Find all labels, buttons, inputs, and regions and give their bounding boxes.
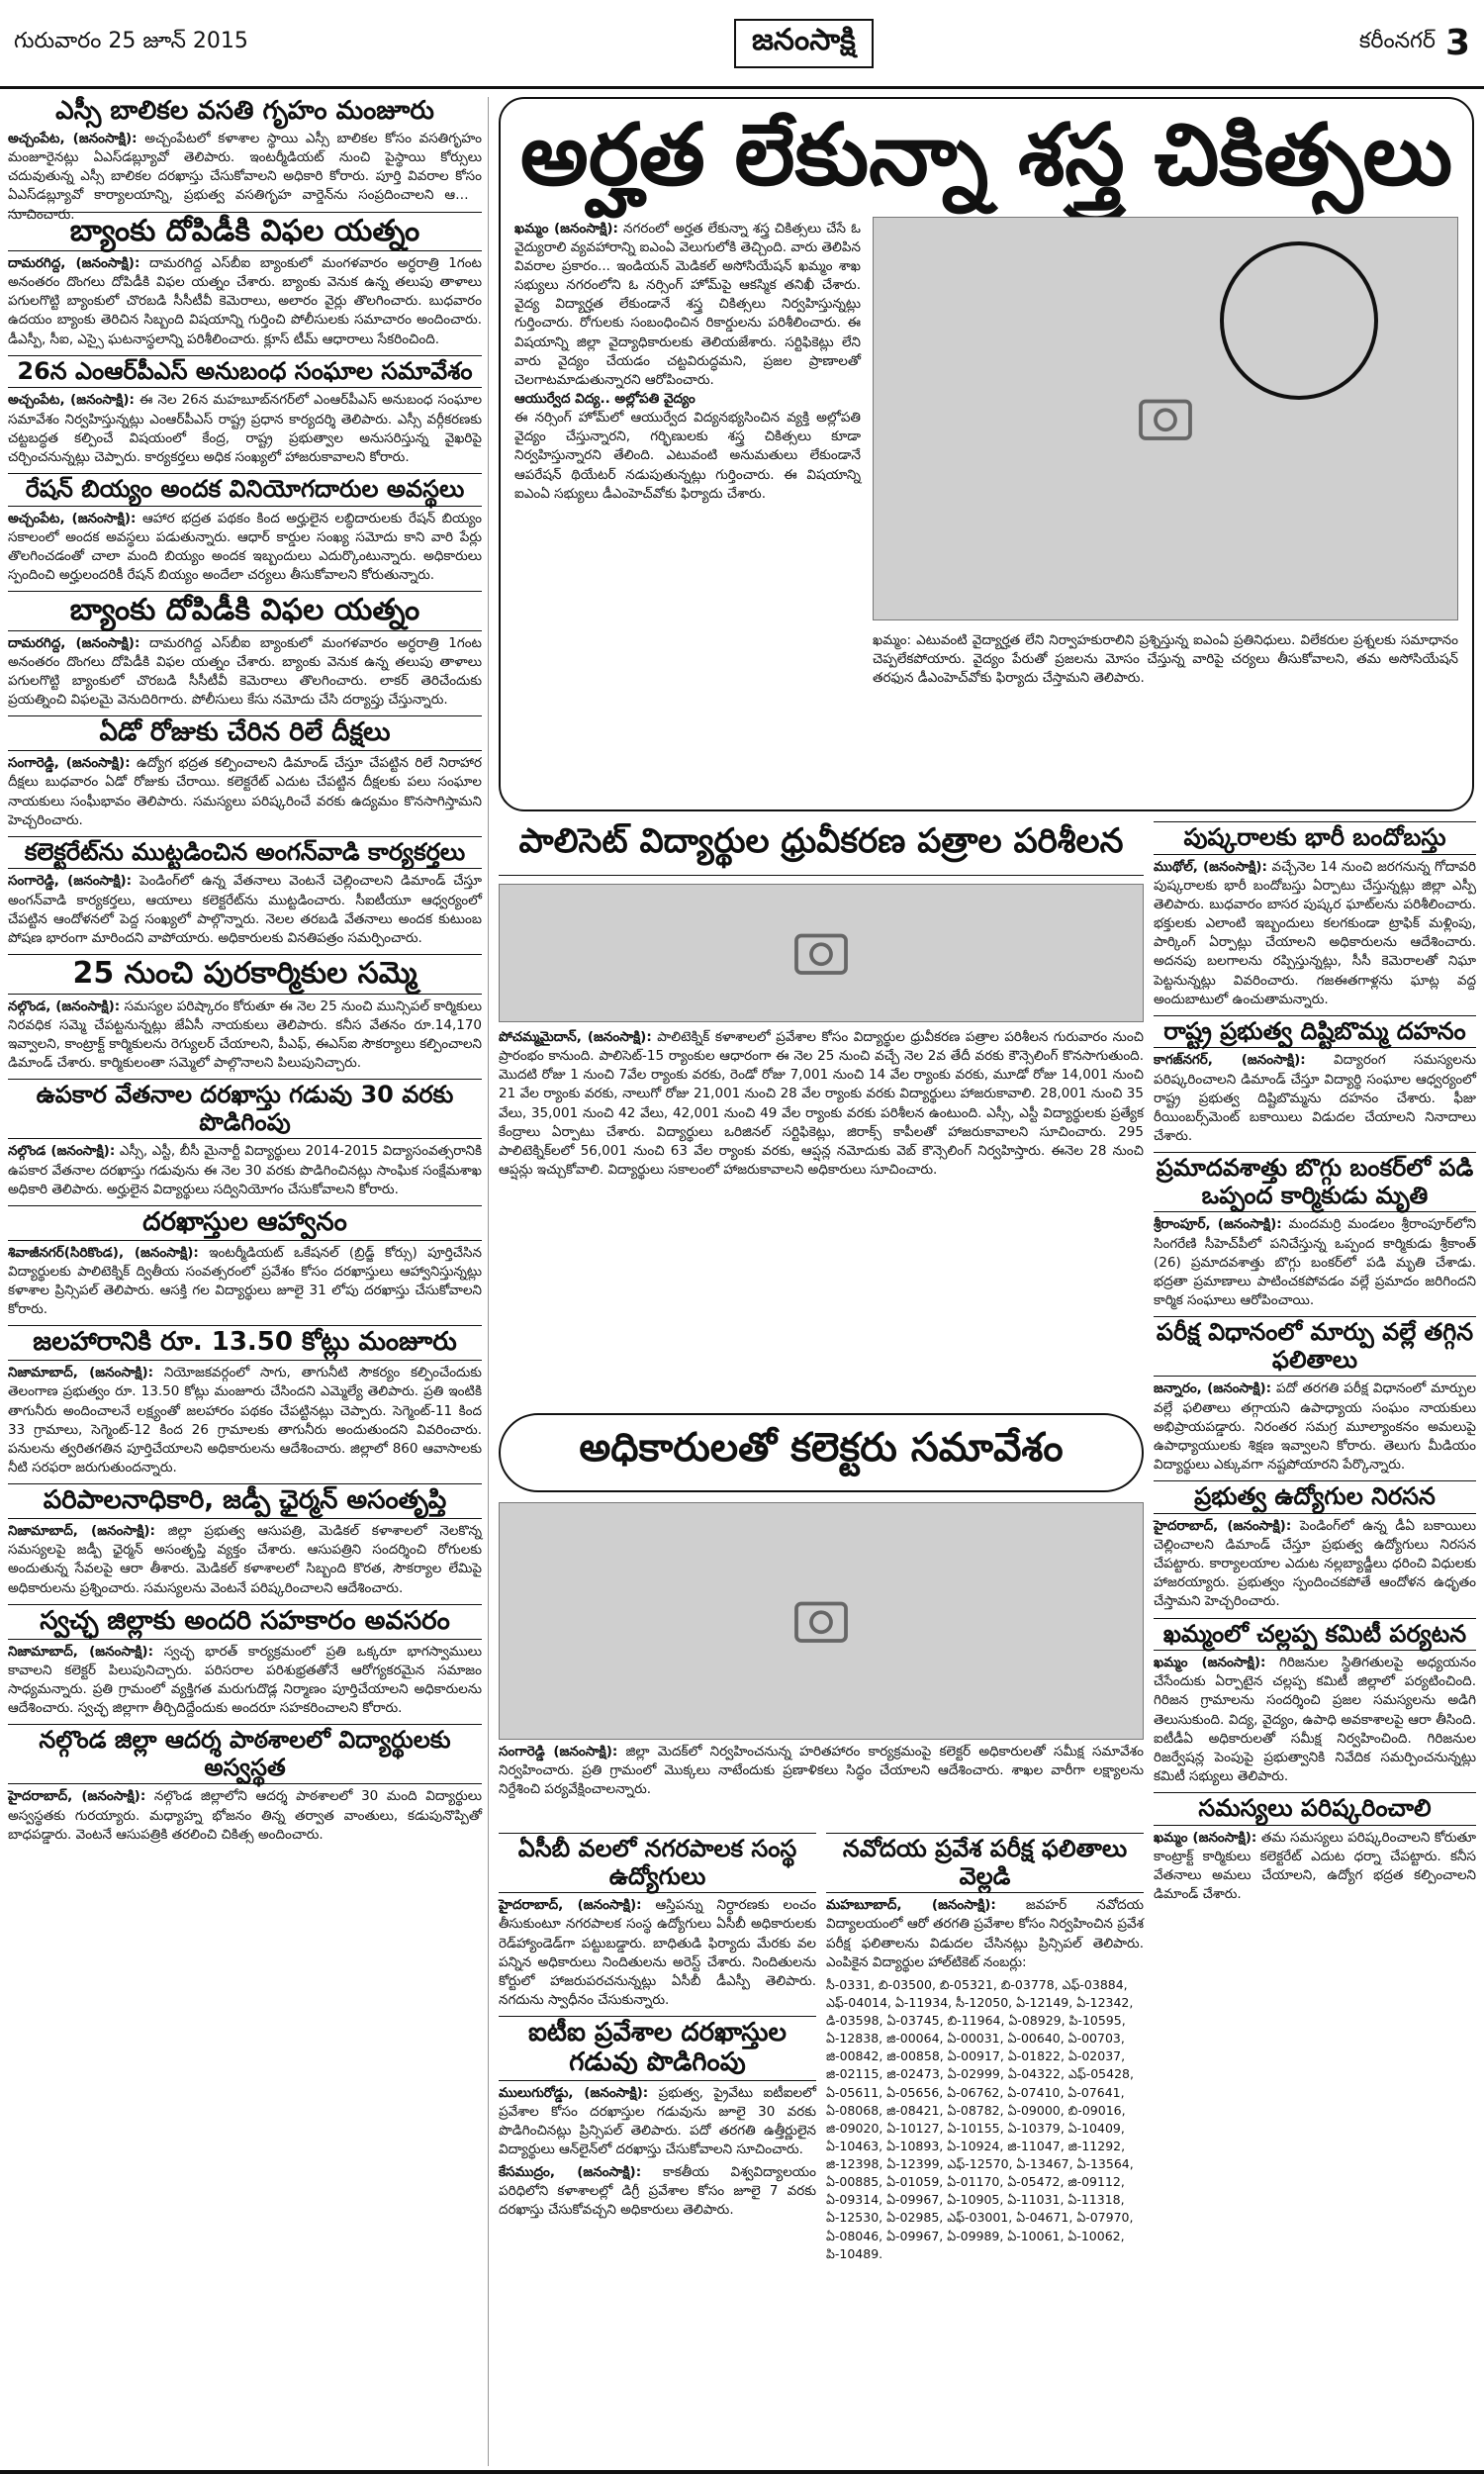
story-dateline: నల్గొండ (జనంసాక్షి): [8,1143,116,1160]
photo-icon [791,923,851,983]
acb-headline: ఏసీబీ వలలో నగరపాలక సంస్థ ఉద్యోగులు [499,1833,816,1893]
story-headline: నల్గొండ జిల్లా ఆదర్శ పాఠశాలలో విద్యార్థులకు అస్వస్థత [8,1724,482,1784]
story-text: దామరగిద్ద ఎస్‌బీఐ బ్యాంకులో మంగళవారం అర్ధరాత్రి 1గంట అనంతరం దొంగలు దోపిడీకి విఫల యత్నం చేశారు. బ్యాంకు వెనుక ఉన్న తలుపు తాళాలు పగులగొట్టి బ్యాంకులో చొరబడి సీసీటీవీ కెమెరాలు తొలగించారు. లాకర్ తెరిచేందుకు ప్రయత్నించి విఫలమై వెనుదిరిగారు. పోలీసులు కేసు నమోదు చేసి దర్యాప్తు చేస్తున్నారు. [8,634,482,709]
polycet-story [499,821,1144,1405]
story-dateline: ముథోల్, (జనంసాక్షి): [1154,858,1267,875]
story-body [8,391,482,467]
iti-text-2: కాకతీయ విశ్వవిద్యాలయం పరిధిలోని కళాశాలల్లో డిగ్రీ ప్రవేశాల కోసం జూలై 7 వరకు దరఖాస్తు చేసుకోవచ్చని అధికారులు తెలిపారు. [499,2163,816,2218]
navodaya-story [826,1833,1144,2263]
navodaya-headline: నవోదయ ప్రవేశ పరీక్ష ఫలితాలు వెల్లడి [826,1833,1144,1893]
polycet-dateline: పోచమ్మమైదాన్, (జనంసాక్షి): [499,1029,652,1045]
iti-text: ప్రభుత్వ, ప్రైవేటు ఐటీఐలలో ప్రవేశాల కోసం దరఖాస్తుల గడువును జూలై 30 వరకు పొడిగించినట్లు ప్రిన్సిపల్ తెలిపారు. పదో తరగతి ఉత్తీర్ణులైన విద్యార్థులు ఆన్‌లైన్‌లో దరఖాస్తు చేసుకోవాలని సూచించారు. [499,2084,816,2158]
navodaya-roll-numbers: సీ-0331, బి-03500, బి-05321, బి-03778, ఎఫ్-03884, ఎఫ్-04014, ఏ-11934, సీ-12050, ఏ-12149, ఏ-12342, డి-03598, ఏ-03745, బి-11964, ఏ-08929, పి-10595, ఏ-12838, జి-00064, ఏ-00031, ఏ-00640, ఏ-00703, జి-00842, జి-00858, ఏ-00917, ఏ-01822, ఏ-02037, జి-02115, జి-02473, ఏ-02999, ఏ-04322, ఎఫ్-05428, ఏ-05611, ఏ-05656, ఏ-06762, ఏ-07410, ఏ-07641, ఏ-08068, జి-08421, ఏ-08782, ఏ-09000, బి-09016, జి-09020, ఏ-10127, ఏ-10155, ఏ-10379, ఏ-10409, ఏ-10463, ఏ-10893, ఏ-10924, జి-11047, జి-11292, జి-12398, ఏ-12399, ఎఫ్-12570, ఏ-13467, ఏ-13564, ఏ-00885, ఏ-01059, ఏ-01170, ఏ-05472, జి-09112, ఏ-09314, ఏ-09967, ఏ-10905, ఏ-11031, ఏ-11318, ఏ-12530, ఏ-02985, ఎఫ్-03001, ఏ-04671, ఏ-07970, ఏ-08046, ఏ-09967, ఏ-09989, ఏ-10061, ఏ-10062, పి-10489. [826,1976,1134,2261]
lead-text-2: ఈ నర్సింగ్ హోమ్‌లో ఆయుర్వేద విద్యనభ్యసించిన వ్యక్తి అల్లోపతి వైద్యం చేస్తున్నారని, గర్భిణులకు శస్త్ర చికిత్సలు కూడా నిర్వహిస్తున్నారని తేలింది. ఎటువంటి అనుమతులు లేకుండానే ఆపరేషన్ థియేటర్ నడుపుతున్నట్లు గుర్తించారు. ఈ విషయాన్ని ఐఎంఏ సభ్యులు డీఎంహెచ్‌వోకు ఫిర్యాదు చేశారు. [514,410,861,502]
story-body [1154,1654,1476,1786]
story [1154,1618,1476,1787]
navodaya-text: జవహర్ నవోదయ విద్యాలయంలో ఆరో తరగతి ప్రవేశాల కోసం నిర్వహించిన ప్రవేశ పరీక్ష ఫలితాలను విడుదల చేసినట్లు ప్రిన్సిపల్ తెలిపారు. ఎంపికైన విద్యార్థుల హాల్‌టికెట్ నంబర్లు: [826,1897,1144,1970]
story-body [8,1364,482,1477]
polycet-photo [499,884,1144,1022]
story-headline: దరఖాస్తుల ఆహ్వానం [8,1205,482,1241]
story-body [8,130,483,223]
story-headline: బ్యాంకు దోపిడీకి విఫల యత్నం [8,212,482,252]
story-dateline: నిజామాబాద్, (జనంసాక్షి): [8,1523,155,1540]
story-text: అచ్చంపేటలో కళాశాల స్థాయి ఎస్సీ బాలికల కోసం వసతిగృహం మంజూరైనట్లు ఏఎస్‌డబ్ల్యూవో తెలిపారు. ఇంటర్మీడియట్ నుంచి పైస్థాయి కోర్సులు చదువుతున్న ఎస్సీ బాలికల దరఖాస్తు చేసుకోవాలని అధికారి కోరారు. పూర్తి వివరాల కోసం ఏఎస్‌డబ్ల్యూవో కార్యాలయాన్ని, ప్రభుత్వ వసతిగృహ వార్డెన్‌ను సంప్రదించాలని ఆయన సూచించారు. [8,130,483,223]
story-text: పదో తరగతి పరీక్ష విధానంలో మార్పుల వల్లే ఫలితాలు తగ్గాయని ఉపాధ్యాయ సంఘం నాయకులు అభిప్రాయపడ్డారు. నిరంతర సమగ్ర మూల్యాంకనం అమలుపై ఉపాధ్యాయులకు శిక్షణ ఇవ్వాలని కోరారు. తెలుగు మీడియం విద్యార్థులు ఎక్కువగా నష్టపోయారని పేర్కొన్నారు. [1154,1380,1476,1473]
story-body [1154,1517,1476,1612]
iti-headline: ఐటీఐ ప్రవేశాల దరఖాస్తుల గడువు పొడిగింపు [499,2016,816,2081]
story-dateline: హైదరాబాద్, (జనంసాక్షి): [1154,1517,1292,1534]
story [8,1205,482,1320]
story-headline: ప్రమాదవశాత్తు బొగ్గు బంకర్‌లో పడి ఒప్పంద కార్మికుడు మృతి [1154,1152,1476,1212]
story-body [1154,858,1476,1009]
story-dateline: ఖమ్మం (జనంసాక్షి): [1154,1655,1266,1671]
story-dateline: దామరగిద్ద, (జనంసాక్షి): [8,255,140,272]
story-body [8,1244,482,1320]
collector-dateline: సంగారెడ్డి (జనంసాక్షి): [499,1744,618,1760]
collector-body [499,1743,1144,1799]
story [8,1325,482,1477]
story [8,715,482,830]
collector-headline: అధికారులతో కలెక్టరు సమావేశం [499,1413,1144,1492]
iti-body [499,2084,816,2160]
story [1154,1152,1476,1310]
story-dateline: దామరగిద్ద, (జనంసాక్షి): [8,634,140,651]
story-text: ఉద్యోగ భద్రత కల్పించాలని డిమాండ్ చేస్తూ చేపట్టిన రిలే నిరాహార దీక్షలు బుధవారం ఏడో రోజుకు చేరాయి. కలెక్టరేట్ ఎదుట చేపట్టిన దీక్షలకు పలు సంఘాల నాయకులు సంఘీభావం తెలిపారు. సమస్యలు పరిష్కరించే వరకు ఉద్యమం కొనసాగిస్తామని హెచ్చరించారు. [8,755,482,828]
story [8,591,482,710]
story-headline: రాష్ట్ర ప్రభుత్వ దిష్టిబొమ్మ దహనం [1154,1015,1476,1049]
iti-dateline: ములుగురోడ్డు, (జనంసాక్షి): [499,2084,649,2101]
iti-dateline-2: కేసముద్రం, (జనంసాక్షి): [499,2163,642,2180]
story-text: దామరగిద్ద ఎస్‌బీఐ బ్యాంకులో మంగళవారం అర్ధరాత్రి 1గంట అనంతరం దొంగలు దోపిడీకి విఫల యత్నం చేశారు. బ్యాంకు వెనుక ఉన్న తలుపు తాళాలు పగులగొట్టి బ్యాంకులో చొరబడి సీసీటీవీ కెమెరాలు, అలారం వైర్లు తొలగించారు. బుధవారం ఉదయం బ్యాంకు తెరిచిన సిబ్బంది విషయాన్ని గుర్తించి పోలీసులకు సమాచారం అందించారు. డీఎస్పీ, సీఐ, ఎస్సై ఘటనాస్థలాన్ని పరిశీలించారు. క్లూస్ టీమ్ ఆధారాలు సేకరించింది. [8,255,482,347]
story-dateline: నిజామాబాద్, (జనంసాక్షి): [8,1365,154,1381]
story-text: తమ సమస్యలు పరిష్కరించాలని కోరుతూ కాంట్రాక్ట్ కార్మికులు కలెక్టరేట్ ఎదుట ధర్నా చేపట్టారు. కనీస వేతనాలు అమలు చేయాలని, ఉద్యోగ భద్రత కల్పించాలని డిమాండ్ చేశారు. [1154,1829,1477,1903]
story-text: వచ్చేనెల 14 నుంచి జరగనున్న గోదావరి పుష్కరాలకు భారీ బందోబస్తు ఏర్పాటు చేస్తున్నట్లు జిల్లా ఎస్పీ తెలిపారు. బుధవారం బాసర పుష్కర ఘాట్‌లను పరిశీలించారు. భక్తులకు ఎలాంటి ఇబ్బందులు కలగకుండా ట్రాఫిక్ మళ్లింపు, పార్కింగ్ ఏర్పాట్లు చేయాలని అధికారులను ఆదేశించారు. అదనపు బలగాలను రప్పిస్తున్నట్లు, సీసీ కెమెరాలతో నిఘా పెట్టనున్నట్లు వివరించారు. గజఈతగాళ్లను ఘాట్ల వద్ద అందుబాటులో ఉంచుతామన్నారు. [1154,858,1476,1007]
issue-date: గురువారం 25 జూన్ 2015 [14,28,248,53]
lead-photo [873,217,1458,620]
story-body [1154,1051,1476,1146]
iti-body-2 [499,2163,816,2220]
story-text: మందమర్రి మండలం శ్రీరాంపూర్‌లోని సింగరేణి సీహెచ్‌పీలో పనిచేస్తున్న ఒప్పంద కార్మికుడు శ్రీకాంత్ (26) ప్రమాదవశాత్తు బొగ్గు బంకర్‌లో పడి మృతి చేశాడు. భద్రతా ప్రమాణాలు పాటించకపోవడం వల్లే ప్రమాదం జరిగిందని కార్మిక సంఘాలు ఆరోపించాయి. [1154,1216,1477,1309]
highlight-circle [1220,241,1378,400]
story-dateline: సంగారెడ్డి, (జనంసాక్షి): [8,755,131,772]
story-dateline: శివాజీనగర్(సిరికొండ), (జనంసాక్షి): [8,1244,199,1261]
story-body [8,254,482,349]
acb-story [499,1833,816,2010]
story [8,212,482,349]
story [1154,1792,1476,1904]
story-dateline: అచ్చంపేట, (జనంసాక్షి): [8,510,137,526]
story [8,1724,482,1845]
edition-city: కరీంనగర్ [1358,28,1436,53]
story [1154,1015,1476,1146]
masthead [0,0,1484,89]
photo-icon [1136,389,1195,448]
story-text: ఆహార భద్రత పథకం కింద అర్హులైన లబ్ధిదారులకు రేషన్ బియ్యం సకాలంలో అందక అవస్థలు పడుతున్నారు. ఆధార్ కార్డుల సంఖ్య సమోదు కాని వారి పేర్లు తొలగించడంతో చాలా మంది బియ్యం అందక ఇబ్బందులు ఎదుర్కొంటున్నారు. అధికారులు స్పందించి అర్హులందరికీ రేషన్ బియ్యం అందేలా చర్యలు తీసుకోవాలని కోరుతున్నారు. [8,510,483,584]
story-headline: 25 నుంచి పురకార్మికుల సమ్మె [8,954,482,995]
story-headline: కలెక్టరేట్‌ను ముట్టడించిన అంగన్‌వాడి కార్యకర్తలు [8,836,482,870]
story-dateline: జన్నారం, (జనంసాక్షి): [1154,1380,1272,1397]
story-body [1154,1829,1476,1905]
story-body [8,510,482,586]
lead-subhead: ఆయుర్వేద విద్య.. అల్లోపతి వైద్యం [514,391,696,407]
story [8,954,482,1073]
story-dateline: శ్రీరాంపూర్, (జనంసాక్షి): [1154,1216,1282,1233]
story-body [8,1522,482,1598]
iti-story [499,2016,816,2220]
story-headline: పరిపాలనాధికారి, జడ్పీ ఛైర్మన్ అసంతృప్తి [8,1483,482,1519]
story-dateline: హైదరాబాద్, (జనంసాక్షి): [8,1788,146,1805]
story-headline: సమస్యలు పరిష్కరించాలి [1154,1792,1476,1826]
story-headline: పరీక్ష విధానంలో మార్పు వల్లే తగ్గిన ఫలితాలు [1154,1316,1476,1377]
lead-dateline: ఖమ్మం (జనంసాక్షి): [514,220,618,237]
story-dateline: కాగజ్‌నగర్, (జనంసాక్షి): [1154,1052,1306,1069]
story-headline: స్వచ్ఛ జిల్లాకు అందరి సహకారం అవసరం [8,1604,482,1640]
acb-dateline: హైదరాబాద్, (జనంసాక్షి): [499,1897,642,1914]
navodaya-body [826,1896,1144,1972]
lead-text: నగరంలో అర్హత లేకున్నా శస్త్ర చికిత్సలు చేసే ఓ వైద్యురాలి వ్యవహారాన్ని ఐఎంఏ వెలుగులోకి తెచ్చింది. వారు తెలిపిన వివరాల ప్రకారం... ఇండియన్ మెడికల్ అసోసియేషన్ ఖమ్మం శాఖ సభ్యులు నగరంలోని ఓ నర్సింగ్ హోమ్‌పై ఆకస్మిక తనిఖీ చేశారు. వైద్య విద్యార్హత లేకుండానే శస్త్ర చికిత్సలు నిర్వహిస్తున్నట్లు గుర్తించారు. రోగులకు సంబంధించిన రికార్డులను పరిశీలించారు. ఈ విషయాన్ని జిల్లా వైద్యాధికారులకు తెలియజేశారు. సర్టిఫికెట్లు లేని వారు వైద్యం చేయడం చట్టవిరుద్ధమని, ప్రజల ప్రాణాలతో చెలగాటమాడుతున్నారని ఆరోపించారు. [514,220,861,388]
story-text: సమస్యల పరిష్కారం కోరుతూ ఈ నెల 25 నుంచి మున్సిపల్ కార్మికులు నిరవధిక సమ్మె చేపట్టనున్నట్లు జేఏసీ నాయకులు తెలిపారు. కనీస వేతనం రూ.14,170 ఇవ్వాలని, కాంట్రాక్ట్ కార్మికులను రెగ్యులర్ చేయాలని, పీఎఫ్, ఈఎస్ఐ సౌకర్యాలు కల్పించాలని డిమాండ్ చేశారు. కార్మికులంతా సమ్మెలో పాల్గొనాలని పిలుపునిచ్చారు. [8,998,482,1072]
photo-icon [791,1591,851,1651]
story-text: పెండింగ్‌లో ఉన్న వేతనాలు వెంటనే చెల్లించాలని డిమాండ్ చేస్తూ అంగన్‌వాడి కార్యకర్తలు, ఆయాలు కలెక్టరేట్‌ను ముట్టడించారు. సీఐటీయూ ఆధ్వర్యంలో చేపట్టిన ఆందోళనలో పెద్ద సంఖ్యలో పాల్గొన్నారు. నెలల తరబడి వేతనాలు అందక కుటుంబ పోషణ భారంగా మారిందని వాపోయారు. అధికారులకు వినతిపత్రం సమర్పించారు. [8,873,482,946]
page-number: 3 [1444,23,1470,63]
story-headline: ప్రభుత్వ ఉద్యోగుల నిరసన [1154,1480,1476,1514]
collector-photo [499,1502,1144,1740]
collector-text: జిల్లా మెదక్‌లో నిర్వహించనున్న హరితహారం కార్యక్రమంపై కలెక్టర్ అధికారులతో సమీక్ష సమావేశం నిర్వహించారు. ప్రతి గ్రామంలో మొక్కలు నాటేందుకు ప్రణాళికలు సిద్ధం చేయాలని ఆదేశించారు. శాఖల వారీగా లక్ష్యాలను నిర్దేశించి పర్యవేక్షించాలన్నారు. [499,1744,1144,1798]
lower-left [499,1833,816,2466]
left-column [8,97,489,2466]
masthead-right [1359,23,1470,63]
acb-body [499,1896,816,2010]
story [1154,1480,1476,1611]
story-text: స్వచ్ఛ భారత్ కార్యక్రమంలో ప్రతి ఒక్కరూ భాగస్వాములు కావాలని కలెక్టర్ పిలుపునిచ్చారు. పరిసరాల పరిశుభ్రతతోనే ఆరోగ్యకరమైన సమాజం సాధ్యమన్నారు. ప్రతి గ్రామంలో వ్యక్తిగత మరుగుదొడ్ల నిర్మాణం పూర్తిచేయాలని అధికారులను ఆదేశించారు. స్వచ్ఛ జిల్లాగా తీర్చిదిద్దేందుకు అందరూ సహకరించాలని కోరారు. [8,1643,482,1717]
story-headline: జలహారానికి రూ. 13.50 కోట్లు మంజూరు [8,1325,482,1361]
story-text: గిరిజనుల స్థితిగతులపై అధ్యయనం చేసేందుకు ఏర్పాటైన చల్లప్ప కమిటీ జిల్లాలో పర్యటించింది. గిరిజన గ్రామాలను సందర్శించి ప్రజల సమస్యలను అడిగి తెలుసుకుంది. విద్య, వైద్యం, ఉపాధి అవకాశాలపై ఆరా తీసింది. ఐటీడీఏ అధికారులతో సమీక్ష నిర్వహించింది. గిరిజనుల రిజర్వేషన్ల పెంపుపై ప్రభుత్వానికి నివేదిక సమర్పించనున్నట్లు కమిటీ సభ్యులు తెలిపారు. [1154,1655,1476,1785]
lead-story [499,97,1474,811]
story-dateline: సంగారెడ్డి, (జనంసాక్షి): [8,873,133,890]
story-body [1154,1215,1476,1310]
story-dateline: అచ్చంపేట, (జనంసాక్షి): [8,130,138,146]
lower-middle [499,1833,1144,2466]
lead-content [514,217,1458,688]
story-body [8,998,482,1074]
story-body [8,1142,482,1198]
story-text: ఎస్సీ, ఎస్టీ, బీసీ మైనార్టీ విద్యార్థులు 2014-2015 విద్యాసంవత్సరానికి ఉపకార వేతనాల దరఖాస్తు గడువును ఈ నెల 30 వరకు పొడిగించినట్లు సాంఘిక సంక్షేమశాఖ అధికారి తెలిపారు. అర్హులైన విద్యార్థులు సద్వినియోగం చేసుకోవాలని కోరారు. [8,1143,483,1197]
acb-text: ఆస్తిపన్ను నిర్ధారణకు లంచం తీసుకుంటూ నగరపాలక సంస్థ ఉద్యోగులు ఏసీబీ అధికారులకు రెడ్‌హ్యాండెడ్‌గా పట్టుబడ్డారు. బాధితుడి ఫిర్యాదు మేరకు వల పన్నిన అధికారులు నిందితులను అరెస్ట్ చేశారు. నిందితులను కోర్టులో హాజరుపరచనున్నట్లు ఏసీబీ డీఎస్పీ తెలిపారు. నగదును స్వాధీనం చేసుకున్నారు. [499,1897,816,2008]
story-body [8,754,482,830]
story-body [1154,1380,1476,1475]
collector-story [499,1413,1144,1829]
story-headline: ఎస్సీ బాలికల వసతి గృహం మంజూరు [55,96,434,126]
story-dateline: నల్గొండ, (జనంసాక్షి): [8,998,121,1014]
page-bottom-rule [0,2470,1484,2474]
story [8,836,482,948]
story-headline: రేషన్ బియ్యం అందక వినియోగదారుల అవస్థలు [8,473,482,507]
story-headline: ఉపకార వేతనాల దరఖాస్తు గడువు 30 వరకు పొడిగింపు [8,1079,482,1139]
story-dateline: ఖమ్మం (జనంసాక్షి): [1154,1829,1257,1846]
story-body [8,1787,482,1844]
polycet-headline: పాలిసెట్ విద్యార్థుల ధ్రువీకరణ పత్రాల పరిశీలన [499,821,1144,876]
polycet-content [499,884,1144,1180]
right-column [1154,821,1476,2466]
story-dateline: అచ్చంపేట, (జనంసాక్షి): [8,392,135,409]
story-headline: పుష్కరాలకు భారీ బందోబస్తు [1154,821,1476,855]
story-headline: ఖమ్మంలో చల్లప్ప కమిటీ పర్యటన [1154,1618,1476,1652]
story-body [8,634,482,711]
story [1154,821,1476,1009]
polycet-body [499,1028,1144,1180]
polycet-col-1 [499,884,1144,1180]
lead-caption-area [873,628,1458,688]
story-body [8,872,482,948]
story [1154,1316,1476,1475]
story [8,1079,482,1199]
lead-body [514,220,861,688]
story [8,1604,482,1719]
story-text: ఇంటర్మీడియట్ ఒకేషనల్ (బ్రిడ్జ్ కోర్సు) పూర్తిచేసిన విద్యార్థులకు పాలిటెక్నిక్ ద్వితీయ సంవత్సరంలో ప్రవేశం కోసం దరఖాస్తులు ఆహ్వానిస్తున్నట్లు కళాశాల ప్రిన్సిపల్ తెలిపారు. ఆసక్తి గల విద్యార్థులు జూలై 31 లోపు దరఖాస్తు చేసుకోవాలని కోరారు. [8,1244,482,1318]
lead-headline: అర్హత లేకున్నా శస్త్ర చికిత్సలు [519,106,1453,205]
story-headline: ఏడో రోజుకు చేరిన రిలే దీక్షలు [8,715,482,751]
story [8,473,482,585]
navodaya-dateline: మహబూబాద్, (జనంసాక్షి): [826,1897,996,1914]
story-text: పెండింగ్‌లో ఉన్న డీఏ బకాయిలు చెల్లించాలని డిమాండ్ చేస్తూ ప్రభుత్వ ఉద్యోగులు నిరసన చేపట్టారు. కార్యాలయాల ఎదుట నల్లబ్యాడ్జీలు ధరించి విధులకు హాజరయ్యారు. ప్రభుత్వం స్పందించకపోతే ఆందోళన ఉధృతం చేస్తామని హెచ్చరించారు. [1154,1517,1477,1610]
story-text: జిల్లా ప్రభుత్వ ఆసుపత్రి, మెడికల్ కళాశాలలో నెలకొన్న సమస్యలపై జడ్పీ ఛైర్మన్ అసంతృప్తి వ్యక్తం చేశారు. ఆసుపత్రిని సందర్శించి రోగులకు అందుతున్న సేవలపై ఆరా తీశారు. మెడికల్ కళాశాలలో సిబ్బంది కొరత, సౌకర్యాల లేమిపై అధికారులను ప్రశ్నించారు. సమస్యలను వెంటనే పరిష్కరించాలని ఆదేశించారు. [8,1523,482,1596]
lower-right [826,1833,1144,2466]
story-body [8,1643,482,1719]
story [8,1483,482,1598]
story-headline: బ్యాంకు దోపిడీకి విఫల యత్నం [8,591,482,631]
lead-side [873,217,1458,688]
polycet-text: పాలిటెక్నిక్ కళాశాలలో ప్రవేశాల కోసం విద్యార్థుల ధ్రువీకరణ పత్రాల పరిశీలన గురువారం నుంచి ప్రారంభం కానుంది. పాలిసెట్-15 ర్యాంకుల ఆధారంగా ఈ నెల 25 నుంచి వచ్చే నెల 2వ తేదీ వరకు కౌన్సెలింగ్ కొనసాగుతుంది. మొదటి రోజు 1 నుంచి 7వేల ర్యాంకు వరకు, రెండో రోజు 7,001 నుంచి 14 వేల ర్యాంకు వరకు, మూడో రోజు 14,001 నుంచి 21 వేల ర్యాంకు వరకు, నాలుగో రోజు 21,001 నుంచి 28 వేల ర్యాంకు వరకు విద్యార్థులు హాజరుకావాలి. 28,001 నుంచి 35 వేలు, 35,001 నుంచి 42 వేలు, 42,001 నుంచి 49 వేల ర్యాంకు వరకు పరిశీలన ఉంటుంది. ఎస్సీ, ఎస్టీ విద్యార్థులకు ప్రత్యేక కేంద్రాలు ఏర్పాటు చేశారు. విద్యార్థులు ఒరిజినల్ సర్టిఫికెట్లు, జిరాక్స్ కాపీలతో హాజరుకావాలని సూచించారు. 295 పాలిటెక్నిక్‌లలో 56,001 నుంచి 63 వేల ర్యాంకు వరకు, ఆప్షన్ల నమోదుకు వెబ్ కౌన్సెలింగ్ నిర్వహిస్తారు. ఈనెల 28 నుంచి ఆప్షన్లు ఇచ్చుకోవాలి. విద్యార్థులు సకాలంలో హాజరుకావాలని అధికారులు సూచించారు. [499,1029,1145,1179]
story-text: నల్గొండ జిల్లాలోని ఆదర్శ పాఠశాలలో 30 మంది విద్యార్థులు అస్వస్థతకు గురయ్యారు. మధ్యాహ్న భోజనం తిన్న తర్వాత వాంతులు, కడుపునొప్పితో బాధపడ్డారు. వెంటనే ఆసుపత్రికి తరలించి చికిత్స అందించారు. [8,1788,482,1843]
story-dateline: నిజామాబాద్, (జనంసాక్షి): [8,1643,153,1660]
story-text: ఈ నెల 26న మహబూబ్‌నగర్‌లో ఎంఆర్‌పీఎస్ అనుబంధ సంఘాల సమావేశం నిర్వహిస్తున్నట్లు ఎంఆర్‌పీఎస్ రాష్ట్ర ప్రధాన కార్యదర్శి తెలిపారు. ఎస్సీ వర్గీకరణకు చట్టబద్ధత కల్పించే విషయంలో కేంద్ర, రాష్ట్ర ప్రభుత్వాల అనుసరిస్తున్న వైఖరిపై చర్చించనున్నట్లు చెప్పారు. కార్యకర్తలు అధిక సంఖ్యలో హాజరుకావాలని కోరారు. [8,392,483,465]
story-text: విద్యారంగ సమస్యలను పరిష్కరించాలని డిమాండ్ చేస్తూ విద్యార్థి సంఘాల ఆధ్వర్యంలో రాష్ట్ర ప్రభుత్వ దిష్టిబొమ్మను దహనం చేశారు. ఫీజు రీయింబర్స్‌మెంట్ బకాయిలు విడుదల చేయాలని నినాదాలు చేశారు. [1154,1052,1476,1145]
lead-caption: ఖమ్మం: ఎటువంటి వైద్యార్హత లేని నిర్వాహకురాలిని ప్రశ్నిస్తున్న ఐఎంఏ ప్రతినిధులు. విలేకరుల ప్రశ్నలకు సమాధానం చెప్పలేకపోయారు. వైద్యం పేరుతో ప్రజలను మోసం చేస్తున్న వారిపై చర్యలు తీసుకోవాలని, తమ అసోసియేషన్ తరఫున డీఎంహెచ్‌వోకు ఫిర్యాదు చేస్తామని తెలిపారు. [873,631,1458,686]
story-headline: 26న ఎంఆర్‌పీఎస్ అనుబంధ సంఘాల సమావేశం [8,355,482,389]
newspaper-logo: జనంసాక్షి [734,19,874,68]
story [8,355,482,467]
story-text: నియోజకవర్గంలో సాగు, తాగునీటి సౌకర్యం కల్పించేందుకు తెలంగాణ ప్రభుత్వం రూ. 13.50 కోట్లు మంజూరు చేసిందని ఎమ్మెల్యే తెలిపారు. ప్రతి ఇంటికి తాగునీరు అందించాలనే లక్ష్యంతో జలహారం పథకం చేపట్టినట్లు చెప్పారు. సెగ్మెంట్-11 కింద 33 గ్రామాలు, సెగ్మెంట్-12 కింద 26 గ్రామాలకు తాగునీరు అందుతుందని వివరించారు. పనులను త్వరితగతిన పూర్తిచేయాలని అధికారులను ఆదేశించారు. జిల్లాలో 860 ఆవాసాలకు నీటి సరఫరా జరుగుతుందన్నారు. [8,1365,482,1476]
story [8,96,483,223]
